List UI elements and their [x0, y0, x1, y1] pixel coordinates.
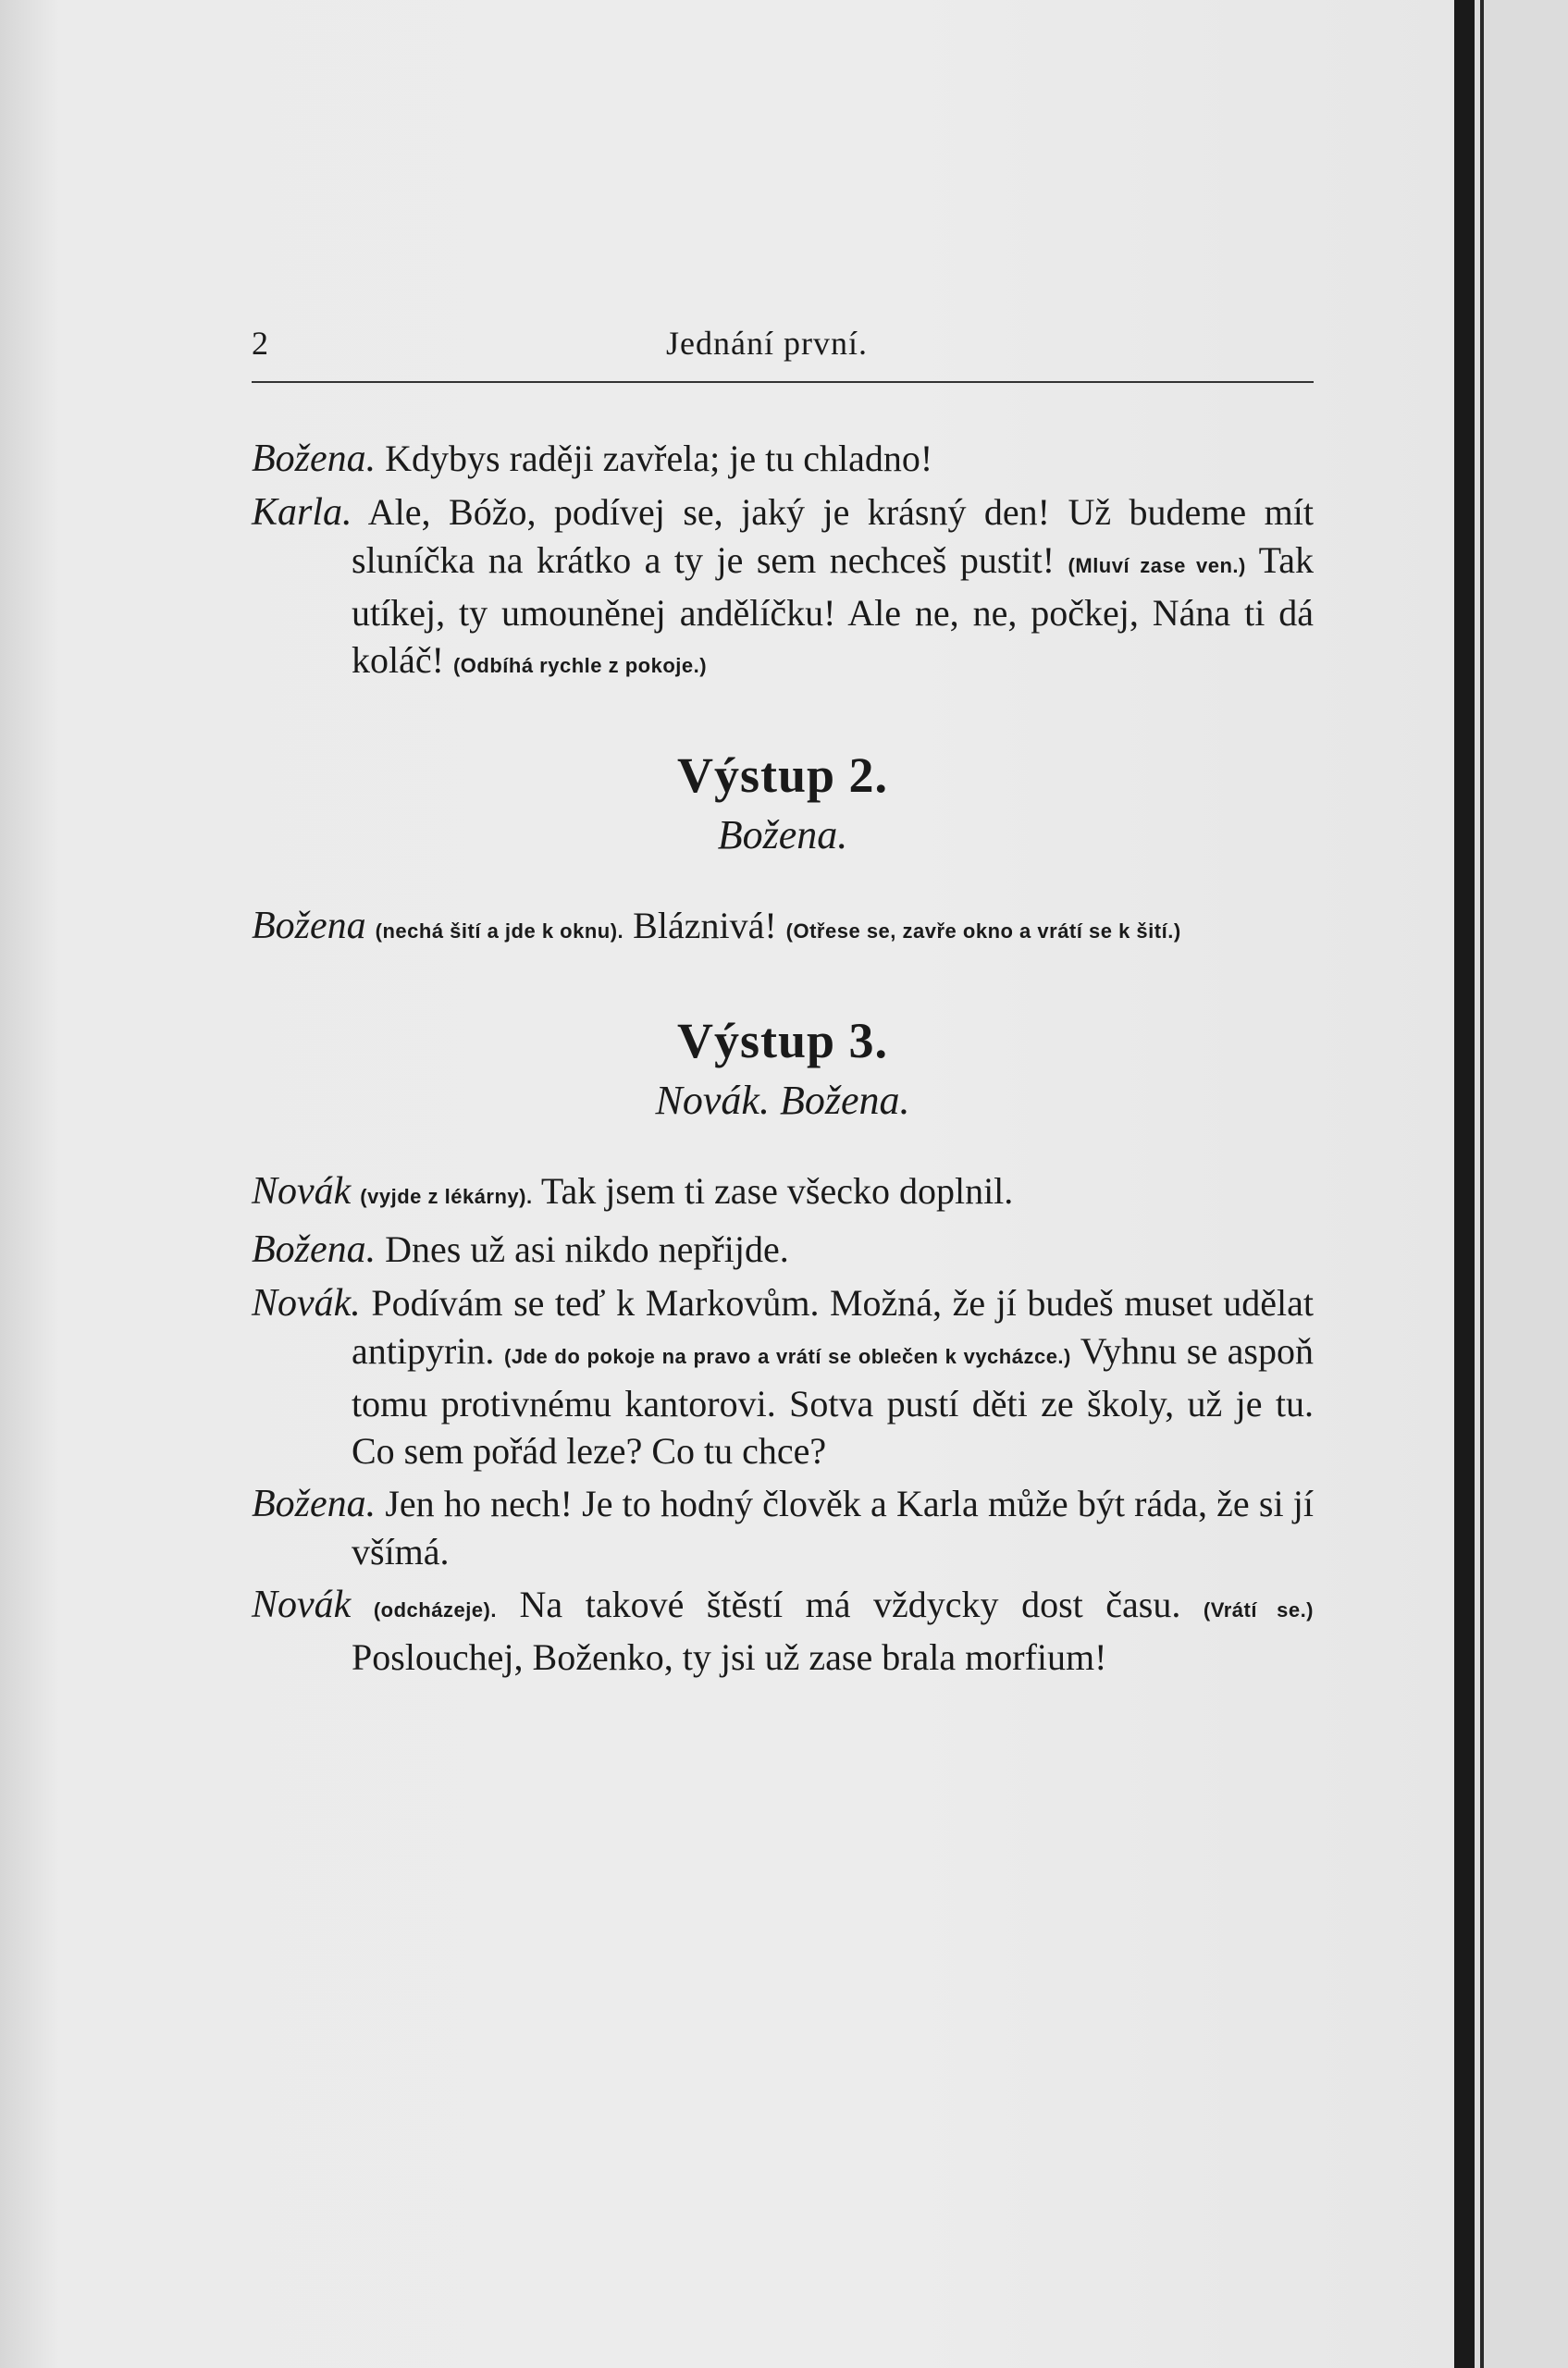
dialogue-paragraph	[252, 1279, 1314, 1474]
speaker-name: Novák	[252, 1170, 352, 1213]
dialogue-paragraph	[252, 902, 1314, 955]
scene-cast: Božena.	[717, 812, 848, 857]
dialogue-paragraph	[252, 1480, 1314, 1575]
dialogue-text	[366, 905, 376, 946]
dialogue-text: Ale, Bóžo, podívej se, jaký je krásný den! Už budeme mít sluníčka na krátko a ty je sem nechceš pustit!	[352, 491, 1314, 581]
stage-direction: (Mluví zase ven.)	[1068, 554, 1246, 577]
speaker-name: Božena.	[252, 438, 377, 480]
dialogue-paragraph	[252, 488, 1314, 689]
dialogue-paragraph	[252, 1167, 1314, 1220]
dialogue-text: Dnes už asi nikdo nepřijde.	[376, 1228, 789, 1270]
scene-heading	[252, 1010, 1314, 1130]
stage-direction: (Otřese se, zavře okno a vrátí se k šití.)	[785, 919, 1181, 943]
dialogue-text: Bláznivá!	[623, 905, 786, 946]
binding-line	[1480, 0, 1484, 2368]
dialogue-text: Jen ho nech! Je to hodný člověk a Karla může být ráda, že si jí všímá.	[352, 1483, 1314, 1572]
dialogue-paragraph	[252, 1226, 1314, 1274]
stage-direction: (Jde do pokoje na pravo a vrátí se oblečen k vycházce.)	[504, 1345, 1071, 1368]
running-head: Jednání první.	[666, 325, 868, 362]
stage-direction: (Vrátí se.)	[1203, 1598, 1315, 1622]
dialogue-paragraph	[252, 435, 1314, 483]
scene-title: Výstup 2.	[676, 747, 889, 803]
stage-direction: (vyjde z lékárny).	[360, 1185, 533, 1208]
stage-direction: (nechá šití a jde k oknu).	[375, 919, 624, 943]
speaker-name: Karla.	[252, 491, 352, 534]
speaker-name: Božena.	[252, 1228, 377, 1271]
speaker-name: Božena	[252, 905, 366, 947]
speaker-name: Novák	[252, 1584, 352, 1626]
speaker-name: Božena.	[252, 1483, 377, 1525]
dialogue-paragraph	[252, 1581, 1314, 1681]
dialogue-text	[351, 1584, 374, 1625]
facing-page-edge	[1475, 0, 1568, 2368]
dialogue-text: Tak utíkej, ty umouněnej andělíčku! Ale ne, ne, počkej, Nána ti dá koláč!	[352, 539, 1314, 681]
scene-cast: Novák. Božena.	[655, 1078, 910, 1123]
dialogue-text: Podívám se teď k Markovům. Možná, že jí budeš muset udělat antipyrin.	[352, 1282, 1314, 1372]
stage-direction: (odcházeje).	[373, 1598, 497, 1622]
dialogue-text: Kdybys raději zavřela; je tu chladno!	[376, 438, 933, 479]
speaker-name: Novák.	[252, 1282, 361, 1325]
dialogue-text	[351, 1170, 360, 1212]
scene-title: Výstup 3.	[676, 1013, 889, 1068]
play-text	[252, 435, 1314, 1686]
dialogue-text: Tak jsem ti zase všecko doplnil.	[532, 1170, 1014, 1212]
dialogue-text: Vyhnu se aspoň tomu protivnému kantorovi. Sotva pustí děti ze školy, už je tu. Co sem pořád leze? Co tu chce?	[352, 1330, 1314, 1472]
dialogue-text: Na takové štěstí má vždycky dost času.	[496, 1584, 1204, 1625]
dialogue-text: Poslouchej, Boženko, ty jsi už zase brala morfium!	[352, 1636, 1107, 1678]
stage-direction: (Odbíhá rychle z pokoje.)	[452, 654, 708, 677]
page-header	[252, 324, 1314, 383]
scene-heading	[252, 745, 1314, 865]
page-number: 2	[252, 325, 268, 362]
book-binding	[1454, 0, 1475, 2368]
